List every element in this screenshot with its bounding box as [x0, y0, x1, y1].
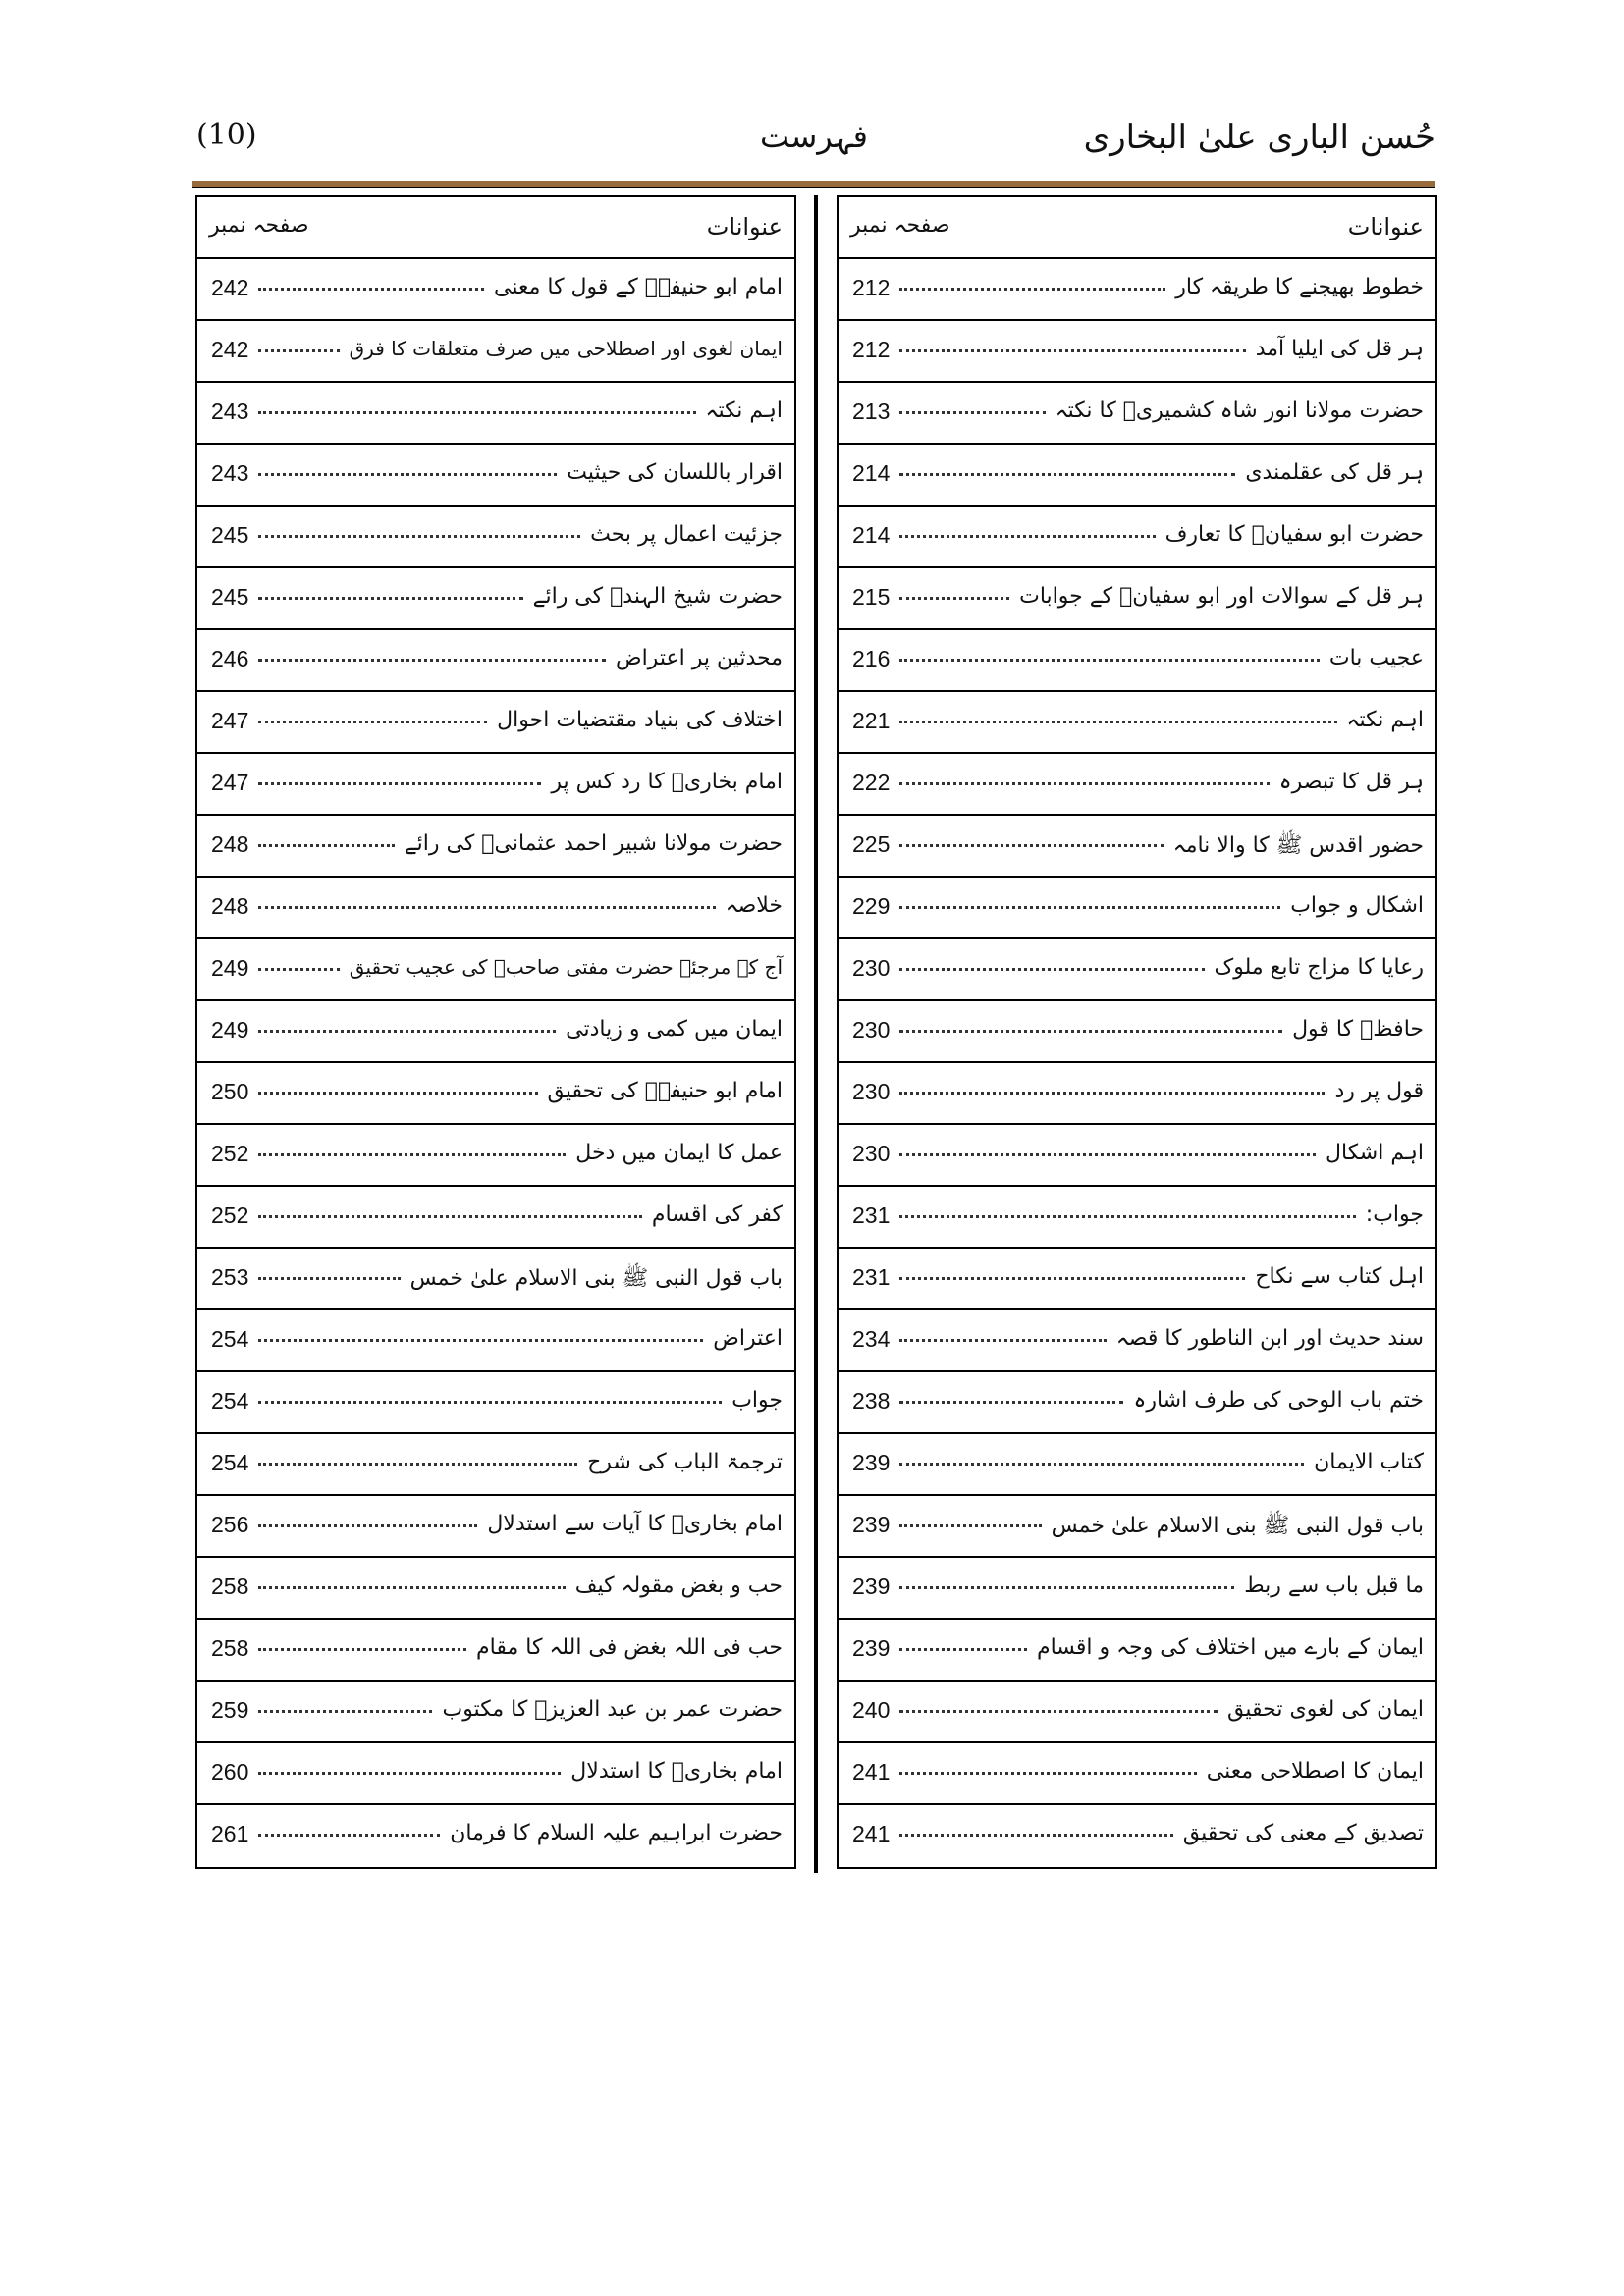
toc-entry [197, 692, 794, 754]
entry-page-number: 241 [852, 1821, 891, 1846]
entry-title: رعایا کا مزاج تابع ملوک [1214, 955, 1424, 980]
entry-page-number: 245 [211, 584, 249, 610]
dot-leader [258, 1586, 566, 1589]
entry-title: ما قبل باب سے ربط [1244, 1574, 1424, 1598]
entry-page-number: 212 [852, 275, 891, 300]
entry-page-number: 260 [211, 1759, 249, 1785]
dot-leader [258, 1834, 440, 1837]
entry-title: امام بخاریؒ کا رد کس پر [551, 770, 783, 794]
entry-title: باب قول النبی ﷺ بنی الاسلام علیٰ خمس [409, 1266, 783, 1291]
entry-page-number: 222 [852, 770, 891, 795]
entry-page-number: 249 [211, 1017, 249, 1042]
entry-title: حضرت ابو سفیانؓ کا تعارف [1164, 522, 1424, 547]
column-divider [814, 195, 818, 1873]
dot-leader [899, 659, 1320, 662]
toc-entry [197, 1558, 794, 1620]
dot-leader [899, 535, 1156, 538]
entry-page-number: 252 [211, 1202, 249, 1228]
entry-title: حضرت عمر بن عبد العزیزؒ کا مکتوب [442, 1697, 783, 1722]
toc-entry [839, 1743, 1435, 1805]
header-rule [192, 181, 1435, 187]
entry-title: خطوط بھیجنے کا طریقہ کار [1175, 275, 1424, 299]
entry-title: تصدیق کے معنی کی تحقیق [1182, 1821, 1424, 1845]
toc-entry [839, 1620, 1435, 1682]
entry-page-number: 240 [852, 1697, 891, 1723]
entry-page-number: 254 [211, 1450, 249, 1475]
entry-page-number: 258 [211, 1574, 249, 1599]
section-title: فہرست [760, 118, 868, 155]
dot-leader [258, 1153, 566, 1156]
entry-page-number: 254 [211, 1388, 249, 1414]
entry-title: امام بخاریؒ کا استدلال [570, 1759, 783, 1784]
toc-entry [839, 692, 1435, 754]
entry-title: امام بخاریؒ کا آیات سے استدلال [487, 1512, 783, 1536]
column-header-row [197, 197, 794, 259]
entry-page-number: 229 [852, 893, 891, 919]
toc-entry [839, 1063, 1435, 1125]
entry-page-number: 214 [852, 522, 891, 548]
dot-leader [258, 1215, 642, 1218]
entry-title: اہم نکتہ [705, 399, 783, 423]
toc-entry [839, 1310, 1435, 1372]
column-header-row [839, 197, 1435, 259]
entry-title: باب قول النبی ﷺ بنی الاسلام علیٰ خمس [1051, 1514, 1424, 1538]
entry-page-number: 230 [852, 1079, 891, 1104]
dot-leader [258, 411, 696, 414]
entry-page-number: 254 [211, 1326, 249, 1352]
dot-leader [899, 1834, 1173, 1837]
dot-leader [899, 1648, 1027, 1651]
toc-entry [197, 321, 794, 383]
entry-page-number: 239 [852, 1450, 891, 1475]
dot-leader [258, 844, 395, 847]
toc-entry [197, 1620, 794, 1682]
entry-page-number: 253 [211, 1264, 249, 1290]
entry-page-number: 225 [852, 831, 891, 857]
toc-entry [839, 1805, 1435, 1867]
dot-leader [258, 782, 541, 785]
entry-title: جزئیت اعمال پر بحث [590, 522, 783, 547]
toc-entry [839, 816, 1435, 878]
dot-leader [899, 1153, 1316, 1156]
dot-leader [258, 1401, 722, 1404]
entry-page-number: 231 [852, 1202, 891, 1228]
entry-title: عجیب بات [1328, 646, 1424, 670]
entry-title: حافظؒ کا قول [1292, 1017, 1424, 1041]
toc-entry [839, 630, 1435, 692]
toc-entry [197, 1125, 794, 1187]
entry-title: کتاب الایمان [1314, 1450, 1424, 1474]
dot-leader [258, 1030, 556, 1033]
header-rule-thin [192, 187, 1435, 188]
entry-title: ایمان کی لغوی تحقیق [1227, 1697, 1424, 1722]
dot-leader [258, 721, 487, 723]
dot-leader [899, 1586, 1234, 1589]
toc-entry [839, 1496, 1435, 1558]
toc-entry [197, 1372, 794, 1434]
entry-page-number: 215 [852, 584, 891, 610]
toc-entry [839, 321, 1435, 383]
entry-page-number: 213 [852, 399, 891, 424]
dot-leader [258, 659, 606, 662]
entry-page-number: 250 [211, 1079, 249, 1104]
entry-title: حب فی اللہ بغض فی اللہ کا مقام [476, 1635, 783, 1660]
toc-entry [197, 1063, 794, 1125]
dot-leader [899, 473, 1235, 476]
entry-page-number: 258 [211, 1635, 249, 1661]
toc-entry [839, 1372, 1435, 1434]
entry-page-number: 234 [852, 1326, 891, 1352]
dot-leader [899, 906, 1280, 909]
toc-entry [839, 1249, 1435, 1310]
entry-page-number: 248 [211, 893, 249, 919]
toc-entry [839, 878, 1435, 939]
dot-leader [258, 535, 580, 538]
book-title: حُسن البارى علىٰ البخارى [1083, 118, 1435, 157]
toc-entry [839, 568, 1435, 630]
entry-page-number: 243 [211, 460, 249, 486]
dot-leader [899, 1772, 1197, 1775]
toc-column-right [837, 195, 1437, 1869]
entry-page-number: 261 [211, 1821, 249, 1846]
entry-title: جواب: [1365, 1202, 1424, 1227]
entry-title: امام ابو حنیفہؒ کے قول کا معنی [494, 275, 783, 299]
toc-entry [197, 1805, 794, 1867]
toc-entry [839, 1187, 1435, 1249]
entry-page-number: 221 [852, 708, 891, 733]
dot-leader [258, 288, 484, 291]
entry-title: ایمان کے بارے میں اختلاف کی وجہ و اقسام [1036, 1635, 1424, 1660]
dot-leader [899, 411, 1046, 414]
entry-page-number: 247 [211, 770, 249, 795]
entry-page-number: 238 [852, 1388, 891, 1414]
toc-entry [197, 1743, 794, 1805]
dot-leader [899, 288, 1165, 291]
entry-page-number: 256 [211, 1512, 249, 1537]
entry-title: حضرت مولانا انور شاہ کشمیریؒ کا نکتہ [1055, 399, 1424, 423]
toc-entry [197, 507, 794, 568]
toc-entry [839, 445, 1435, 507]
entry-title: اقرار باللسان کی حیثیت [567, 460, 783, 485]
entry-page-number: 252 [211, 1141, 249, 1166]
entry-page-number: 216 [852, 646, 891, 671]
entry-page-number: 212 [852, 337, 891, 362]
page-header [192, 118, 1435, 177]
entry-title: ایمان کا اصطلاحی معنی [1206, 1759, 1424, 1784]
dot-leader [899, 1710, 1218, 1713]
dot-leader [899, 1524, 1042, 1527]
entry-page-number: 231 [852, 1264, 891, 1290]
entry-title: محدثین پر اعتراض [615, 646, 783, 670]
dot-leader [899, 1092, 1325, 1095]
entry-title: اعتراض [713, 1326, 783, 1351]
entry-page-number: 245 [211, 522, 249, 548]
dot-leader [258, 1710, 432, 1713]
toc-entry [197, 445, 794, 507]
toc-entry [197, 259, 794, 321]
toc-entry [839, 1682, 1435, 1743]
toc-entry [197, 1187, 794, 1249]
entry-page-number: 246 [211, 646, 249, 671]
entry-page-number: 239 [852, 1512, 891, 1537]
dot-leader [258, 597, 523, 600]
page-number: (10) [196, 118, 257, 152]
entry-title: ایمان میں کمی و زیادتی [566, 1017, 783, 1041]
entry-title: کفر کی اقسام [651, 1202, 783, 1227]
entry-title: حضرت مولانا شبیر احمد عثمانیؒ کی رائے [404, 831, 783, 856]
entry-title: قول پر رد [1334, 1079, 1424, 1103]
entry-title: اہم اشکال [1325, 1141, 1424, 1165]
entry-title: اہل کتاب سے نکاح [1255, 1264, 1424, 1289]
dot-leader [258, 349, 340, 352]
toc-entry [197, 630, 794, 692]
toc-entry [197, 568, 794, 630]
toc-entry [197, 1310, 794, 1372]
entry-title: ہر قل کا تبصرہ [1278, 770, 1424, 794]
entry-page-number: 230 [852, 1141, 891, 1166]
entry-page-number: 243 [211, 399, 249, 424]
dot-leader [899, 968, 1205, 971]
entry-page-number: 241 [852, 1759, 891, 1785]
entry-title: ایمان لغوی اور اصطلاحی میں صرف متعلقات کا فرق [349, 337, 783, 360]
dot-leader [258, 906, 716, 909]
entry-title: حضرت ابراہیم علیہ السلام کا فرمان [450, 1821, 783, 1845]
dot-leader [899, 782, 1270, 785]
entry-title: امام ابو حنیفہؒ کی تحقیق [547, 1079, 783, 1103]
entry-title: سند حدیث اور ابن الناطور کا قصہ [1115, 1326, 1424, 1351]
entry-title: ہر قل کی عقلمندی [1245, 460, 1424, 485]
entry-page-number: 239 [852, 1574, 891, 1599]
dot-leader [258, 1277, 401, 1280]
dot-leader [258, 473, 557, 476]
dot-leader [899, 349, 1246, 352]
dot-leader [258, 1339, 703, 1342]
toc-entry [839, 259, 1435, 321]
entry-title: ترجمۃ الباب کی شرح [587, 1450, 783, 1474]
toc-entry [839, 1434, 1435, 1496]
entry-title: خلاصہ [725, 893, 783, 918]
dot-leader [899, 1277, 1245, 1280]
dot-leader [899, 1401, 1123, 1404]
toc-entry [197, 1496, 794, 1558]
toc-entry [197, 1434, 794, 1496]
toc-column-left [195, 195, 796, 1869]
entry-title: عمل کا ایمان میں دخل [575, 1141, 783, 1165]
dot-leader [899, 1339, 1107, 1342]
toc-entry [197, 1682, 794, 1743]
topic-header: عنوانات [1347, 213, 1424, 240]
entry-page-number: 230 [852, 955, 891, 981]
entry-title: اختلاف کی بنیاد مقتضیات احوال [497, 708, 783, 732]
entry-page-number: 242 [211, 337, 249, 362]
entry-page-number: 230 [852, 1017, 891, 1042]
entry-title: آج کے مرجئہ حضرت مفتی صاحبؒ کی عجیب تحقیق [349, 955, 783, 979]
entry-page-number: 242 [211, 275, 249, 300]
entry-page-number: 248 [211, 831, 249, 857]
page-header-label: صفحہ نمبر [209, 213, 309, 238]
toc-entry [839, 1125, 1435, 1187]
page-header-label: صفحہ نمبر [850, 213, 950, 238]
topic-header: عنوانات [706, 213, 783, 240]
entry-title: ہر قل کی ایلیا آمد [1255, 337, 1424, 361]
entry-page-number: 214 [852, 460, 891, 486]
entry-title: حضرت شیخ الہندؒ کی رائے [532, 584, 783, 609]
entry-page-number: 247 [211, 708, 249, 733]
toc-entry [197, 754, 794, 816]
entry-title: حضور اقدس ﷺ کا والا نامہ [1172, 833, 1424, 858]
toc-entry [197, 878, 794, 939]
entry-title: ہر قل کے سوالات اور ابو سفیانؓ کے جوابات [1019, 584, 1424, 609]
entry-title: حب و بغض مقولہ کیف [574, 1574, 783, 1598]
entry-title: اہم نکتہ [1346, 708, 1424, 732]
toc-entry [197, 383, 794, 445]
dot-leader [899, 597, 1009, 600]
dot-leader [899, 721, 1337, 723]
entry-title: ختم باب الوحی کی طرف اشارہ [1133, 1388, 1424, 1413]
toc-entry [839, 507, 1435, 568]
toc-entry [197, 939, 794, 1001]
dot-leader [899, 1030, 1282, 1033]
dot-leader [258, 1463, 577, 1466]
dot-leader [899, 844, 1164, 847]
dot-leader [258, 1772, 561, 1775]
dot-leader [258, 1092, 538, 1095]
entry-page-number: 249 [211, 955, 249, 981]
toc-entry [839, 383, 1435, 445]
entry-title: جواب [731, 1388, 783, 1413]
dot-leader [258, 968, 340, 971]
entry-page-number: 259 [211, 1697, 249, 1723]
entry-title: اشکال و جواب [1290, 893, 1424, 918]
toc-entry [197, 1001, 794, 1063]
toc-entry [839, 754, 1435, 816]
dot-leader [258, 1524, 477, 1527]
toc-entry [839, 939, 1435, 1001]
entry-page-number: 239 [852, 1635, 891, 1661]
toc-entry [197, 816, 794, 878]
dot-leader [258, 1648, 466, 1651]
toc-entry [839, 1558, 1435, 1620]
toc-entry [197, 1249, 794, 1310]
dot-leader [899, 1463, 1304, 1466]
toc-entry [839, 1001, 1435, 1063]
dot-leader [899, 1215, 1356, 1218]
